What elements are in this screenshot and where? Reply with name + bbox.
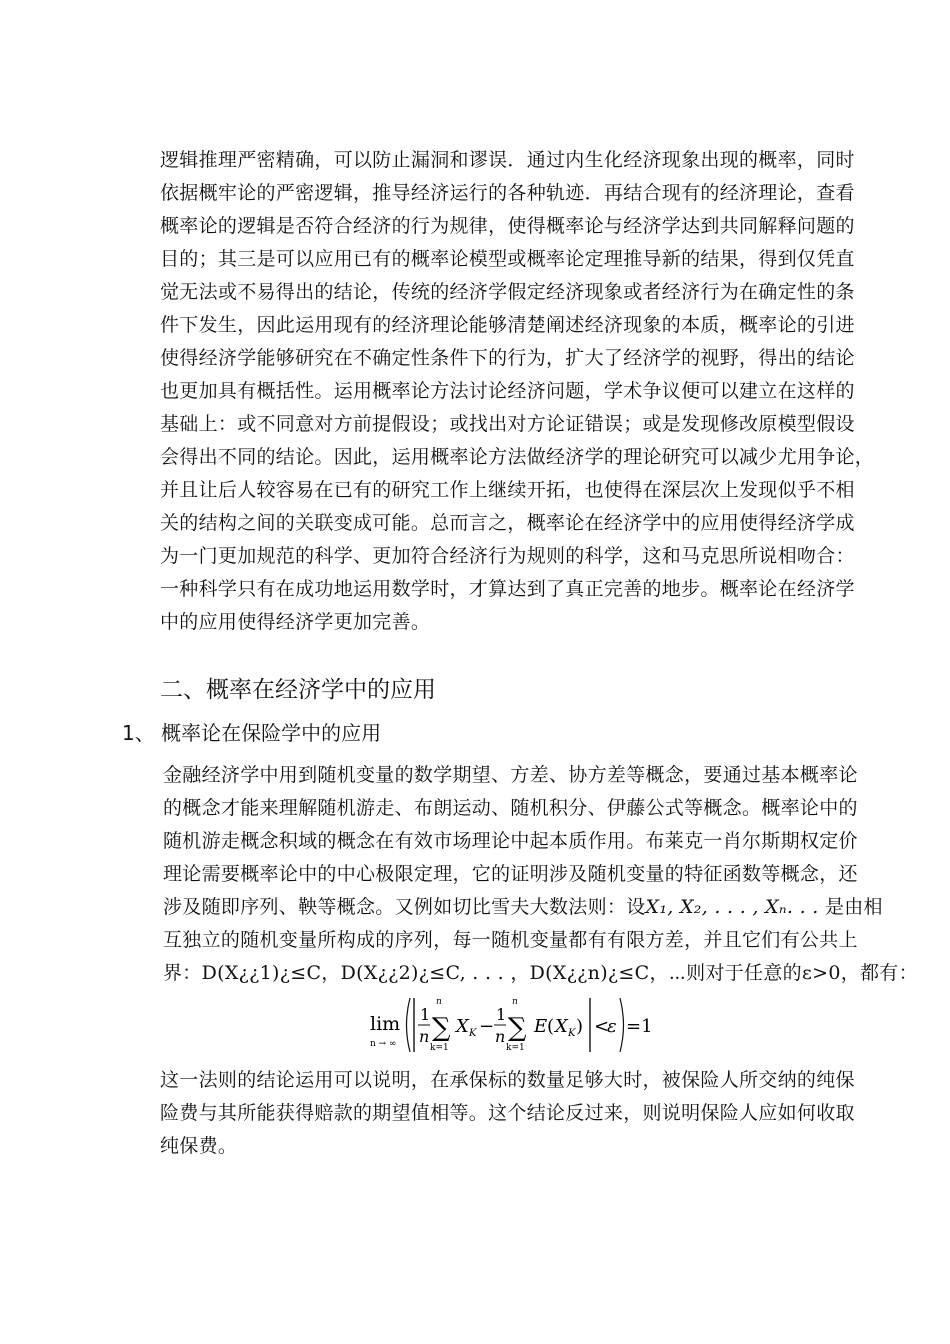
text-line: 险费与其所能获得赔款的期望值相等。这个结论反过来，则说明保险人应如何收取 bbox=[160, 1102, 855, 1124]
text-line: 中的应用使得经济学更加完善。 bbox=[160, 611, 431, 633]
term1: X bbox=[456, 1016, 469, 1037]
text-line: 为一门更加规范的科学、更加符合经济行为规则的科学，这和马克思所说相吻合： bbox=[160, 545, 855, 567]
text-line: 件下发生，因此运用现有的经济理论能够清楚阐述经济现象的本质，概率论的引进 bbox=[160, 314, 855, 336]
text-line: 一种科学只有在成功地运用数学时，才算达到了真正完善的地步。概率论在经济学 bbox=[160, 578, 855, 600]
sequence-math: X₁, X₂, . . . , Xₙ. . . bbox=[645, 896, 819, 918]
sum2-sign: ∑ bbox=[508, 1013, 527, 1043]
frac2-den: n bbox=[495, 1027, 506, 1046]
text-line: 会得出不同的结论。因此，运用概率论方法做经济学的理论研究可以减少尤用争论， bbox=[160, 446, 875, 468]
sum1-sign: ∑ bbox=[432, 1013, 451, 1043]
subsection-heading: 1、 概率论在保险学中的应用 bbox=[122, 721, 382, 745]
text-line-with-math bbox=[163, 895, 883, 919]
text-line: 基础上：或不同意对方前提假设；或找出对方论证错误；或是发现修改原模型假设 bbox=[160, 413, 855, 435]
formula-svg bbox=[370, 990, 670, 1060]
equals-one: =1 bbox=[626, 1016, 653, 1037]
text-line: 这一法则的结论运用可以说明，在承保标的数量足够大时，被保险人所交纳的纯保 bbox=[160, 1069, 855, 1091]
term2-sub: K bbox=[568, 1028, 576, 1039]
term2-arg: X bbox=[555, 1016, 568, 1037]
paren-open: ( bbox=[547, 1016, 555, 1037]
left-brace bbox=[407, 998, 411, 1052]
term2: E bbox=[534, 1016, 548, 1037]
text-line-bound: 界：D(X¿¿1)¿≤C，D(X¿¿2)¿≤C, . . . ，D(X¿¿n)¿≤C，⋯则对于任意的ε>0，都有： bbox=[163, 962, 918, 984]
text-line: 依据概牢论的严密逻辑，推导经济运行的各种轨迹．再结合现有的经济理论，查看 bbox=[160, 182, 855, 204]
right-brace bbox=[620, 998, 624, 1052]
text-line: 觉无法或不易得出的结论，传统的经济学假定经济现象或者经济行为在确定性的条 bbox=[160, 281, 855, 303]
text-line: 的概念才能来理解随机游走、布朗运动、随机积分、伊藤公式等概念。概率论中的 bbox=[163, 797, 858, 819]
text-line: 目的；其三是可以应用已有的概率论模型或概率论定理推导新的结果，得到仅凭直 bbox=[160, 248, 855, 270]
sum1-bottom: k=1 bbox=[430, 1043, 449, 1053]
sum2-bottom: k=1 bbox=[506, 1043, 525, 1053]
frac2-num: 1 bbox=[496, 1005, 507, 1024]
chebyshev-formula bbox=[370, 990, 670, 1060]
lim-sub: n → ∞ bbox=[370, 1039, 397, 1049]
text-line: 也更加具有概括性。运用概率论方法讨论经济问题，学术争议便可以建立在这样的 bbox=[160, 380, 855, 402]
text-line: 金融经济学中用到随机变量的数学期望、方差、协方差等概念，要通过基本概率论 bbox=[163, 764, 858, 786]
epsilon: ε bbox=[607, 1016, 617, 1037]
frac1-den: n bbox=[419, 1027, 430, 1046]
text-fragment: 涉及随即序列、鞅等概念。又例如切比雪夫大数法则：设 bbox=[163, 896, 646, 918]
text-line: 概率论的逻辑是否符合经济的行为规律，使得概率论与经济学达到共同解释问题的 bbox=[160, 215, 855, 237]
text-line: 逻辑推理严密精确，可以防止漏洞和谬误．通过内生化经济现象出现的概率，同时 bbox=[160, 149, 855, 171]
section-heading: 二、概率在经济学中的应用 bbox=[160, 677, 436, 703]
term1-sub: K bbox=[469, 1028, 477, 1039]
text-line: 纯保费。 bbox=[160, 1135, 238, 1157]
sum2-top: n bbox=[512, 997, 518, 1007]
minus-sign: − bbox=[479, 1016, 495, 1037]
text-line: 并且让后人较容易在已有的研究工作上继续开拓，也使得在深层次上发现似乎不相 bbox=[160, 479, 855, 501]
text-line: 使得经济学能够研究在不确定性条件下的行为，扩大了经济学的视野，得出的结论 bbox=[160, 347, 855, 369]
lt-sign: < bbox=[594, 1016, 610, 1037]
sum1-top: n bbox=[436, 997, 442, 1007]
paren-close: ) bbox=[576, 1016, 584, 1037]
text-line: 关的结构之间的关联变成可能。总而言之，概率论在经济学中的应用使得经济学成 bbox=[160, 512, 855, 534]
text-fragment: 是由相 bbox=[824, 896, 883, 918]
text-line: 互独立的随机变量所构成的序列，每一随机变量都有有限方差，并且它们有公共上 bbox=[163, 929, 858, 951]
frac1-num: 1 bbox=[420, 1005, 431, 1024]
text-line: 随机游走概念积域的概念在有效市场理论中起本质作用。布莱克一肖尔斯期权定价 bbox=[163, 830, 858, 852]
lim-text: lim bbox=[370, 1013, 401, 1035]
text-line: 理论需要概率论中的中心极限定理，它的证明涉及随机变量的特征函数等概念，还 bbox=[163, 863, 858, 885]
